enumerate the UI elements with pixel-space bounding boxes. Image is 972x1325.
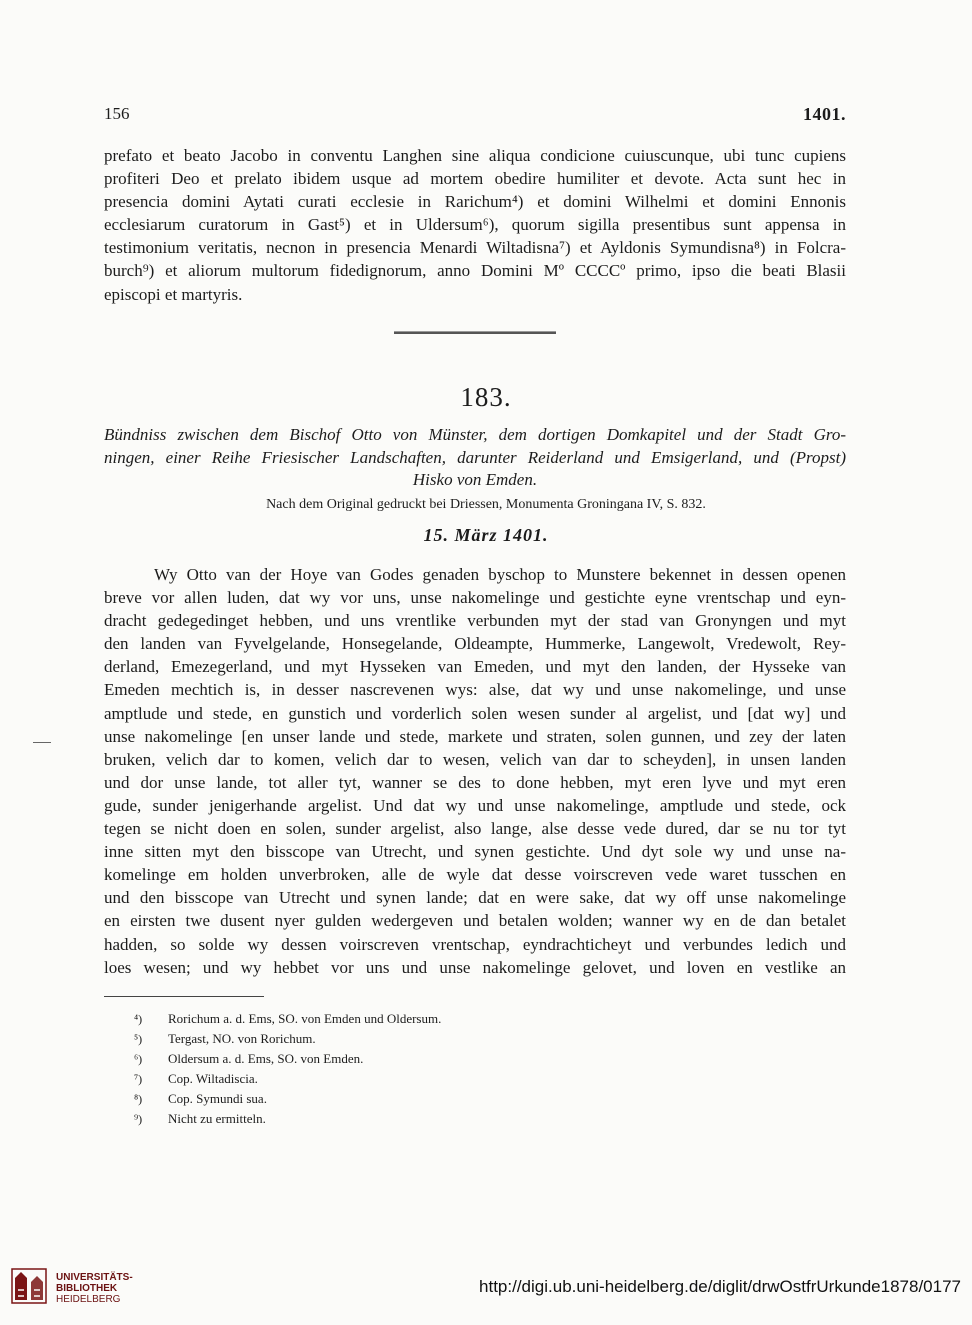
document-heading <box>104 424 846 492</box>
text-line: den landen van Fyvelgelande, Honsegelande, Oldeampte, Hummerke, Langewolt, Vredewolt, Rey- <box>104 634 846 654</box>
text-line: breve vor allen luden, dat wy vor uns, unse nakomelinge und gestichte eyne vrentschap und eyn- <box>104 588 846 608</box>
footnote <box>134 1109 441 1129</box>
footnote <box>134 1049 441 1069</box>
heading-line: Bündniss zwischen dem Bischof Otto von Münster, dem dortigen Domkapitel und der Stadt Gro- <box>104 425 846 444</box>
footnote-text: Nicht zu ermitteln. <box>168 1111 266 1126</box>
footnote-text: Oldersum a. d. Ems, SO. von Emden. <box>168 1051 364 1066</box>
text-line: bruken, velich dar to komen, velich dar to wesen, velich van dar to scheyden], in unsen landen <box>104 749 846 769</box>
text-line: amptlude und stede, en gunstich und vorderlich solen wesen sunder al argelist, und [dat wy] und <box>104 703 846 723</box>
text-line: en eirsten twe dusent nyer gulden wedergeven und betalen wolden; wanner wy en de dan betalet <box>104 911 846 931</box>
library-name[interactable] <box>56 1272 133 1305</box>
footnote-mark: ⁴) <box>134 1012 143 1026</box>
footnote-text: Tergast, NO. von Rorichum. <box>168 1031 316 1046</box>
footnote-text: Cop. Wiltadiscia. <box>168 1071 258 1086</box>
text-line: komelinge em holden unverbroken, alle de wyle dat desse voirscreven vede waret tusschen en <box>104 865 846 885</box>
text-line: testimonium veritatis, necnon in presencia Menardi Wiltadisna⁷) et Ayldonis Symundisna⁸) in Folcra- <box>104 238 846 258</box>
text-line: Emeden mechtich is, in desser nascrevenen wys: alse, dat wy und unse nakomelinge, und unse <box>104 680 846 700</box>
library-name-line: UNIVERSITÄTS- <box>56 1272 133 1283</box>
heading-line: Hisko von Emden. <box>412 470 538 489</box>
text-line: derland, Emezegerland, und myt Hysseken van Emeden, und myt den landen, der Hysseke van <box>104 657 846 677</box>
library-name-line: HEIDELBERG <box>56 1294 121 1305</box>
text-line: tegen se nicht doen en solen, sunder argelist, also lange, alse desse vede dured, dar se nu tor tyt <box>104 819 846 839</box>
text-line: hadden, so solde wy dessen voirscreven vrentschap, eyndrachticheyt und verbundes ledich und <box>104 934 846 954</box>
footnote <box>134 1029 441 1049</box>
text-line: inne sitten myt den bisscope van Utrecht, und synen gestichte. Und dyt sole wy und unse na- <box>104 842 846 862</box>
text-line: prefato et beato Jacobo in conventu Langhen sine aliqua condicione cuiuscunque, ubi tunc cupiens <box>104 146 846 165</box>
text-line: loes wesen; und wy hebbet vor uns und unse nakomelinge gelovet, und loven en vestlike an <box>104 957 846 977</box>
footnote-text: Cop. Symundi sua. <box>168 1091 267 1106</box>
intro-paragraph <box>104 144 846 306</box>
heading-line: ningen, einer Reihe Friesischer Landschaften, darunter Reiderland und Emsigerland, und (Propst) <box>104 447 846 467</box>
document-number: 183. <box>460 382 512 412</box>
text-line: gude, sunder jenigerhande argelist. Und dat wy und unse nakomelinge, amptlude und stede, ock <box>104 795 846 815</box>
library-name-line: BIBLIOTHEK <box>56 1283 118 1294</box>
footnote-rule <box>104 996 264 997</box>
text-line: und den bisscope van Utrecht und synen lande; dat en were sake, dat wy off unse nakomelinge <box>104 888 846 908</box>
text-line: Wy Otto van der Hoye van Godes genaden byschop to Munstere bekennet in dessen openen <box>154 565 846 584</box>
footnotes <box>134 1009 441 1129</box>
source-note: Nach dem Original gedruckt bei Driessen, Monumenta Groningana IV, S. 832. <box>266 497 706 512</box>
text-line: burch⁹) et aliorum multorum fidedignorum, anno Domini Mº CCCCº primo, ipso die beati Blasii <box>104 261 846 281</box>
footnote <box>134 1009 441 1029</box>
footnote-mark: ⁷) <box>134 1072 143 1086</box>
section-divider <box>394 331 556 334</box>
footnote-text: Rorichum a. d. Ems, SO. von Emden und Oldersum. <box>168 1011 442 1026</box>
footnote <box>134 1069 441 1089</box>
footnote <box>134 1089 441 1109</box>
document-date: 15. März 1401. <box>423 525 549 545</box>
library-logo-icon[interactable] <box>11 1268 47 1304</box>
footnote-mark: ⁸) <box>134 1092 143 1106</box>
document-body <box>104 563 846 979</box>
text-line: ecclesiarum curatorum in Gast⁵) et in Uldersum⁶), quorum sigilla presentibus sunt appensa in <box>104 215 846 235</box>
permalink[interactable]: http://digi.ub.uni-heidelberg.de/diglit/drwOstfrUrkunde1878/0177 <box>479 1277 961 1296</box>
running-year: 1401. <box>803 104 846 124</box>
footnote-mark: ⁹) <box>134 1112 143 1126</box>
text-line: episcopi et martyris. <box>104 284 243 304</box>
text-line: und dor unse lande, tot aller tyt, wanner se des to done hebben, myt eren lyve und myt eren <box>104 772 846 792</box>
text-line: presencia domini Aytati curati ecclesie in Rarichum⁴) et domini Wilhelmi et domini Ennonis <box>104 192 846 212</box>
text-line: profiteri Deo et prelato ibidem usque ad mortem obedire humiliter et devote. Acta sunt hec in <box>104 169 846 189</box>
footnote-mark: ⁶) <box>134 1052 143 1066</box>
text-line: dracht gedegedinget hebben, und uns vrentlike verbunden myt der stad van Gronyngen und myt <box>104 611 846 631</box>
footer <box>0 1265 972 1310</box>
margin-mark <box>33 742 51 743</box>
page-number: 156 <box>104 104 130 123</box>
text-line: unse nakomelinge [en unser lande und stede, markete und straten, solen gunnen, und zey der laten <box>104 726 846 746</box>
footnote-mark: ⁵) <box>134 1032 143 1046</box>
